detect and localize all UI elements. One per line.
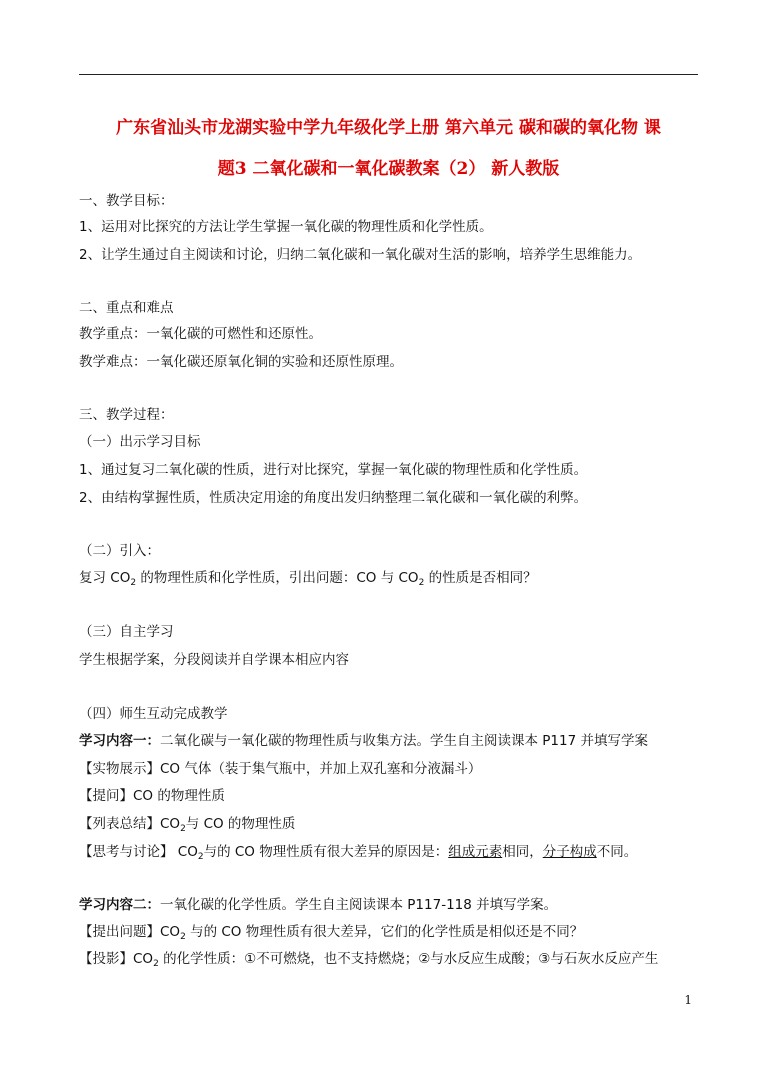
goal-1: 1、通过复习二氧化碳的性质，进行对比探究，掌握一氧化碳的物理性质和化学性质。 (79, 462, 588, 478)
document-title-line-1: 广东省汕头市龙湖实验中学九年级化学上册 第六单元 碳和碳的氧化物 课 (116, 118, 661, 138)
self-study-text: 学生根据学案，分段阅读并自学课本相应内容 (79, 652, 349, 668)
difficult-point: 教学难点：一氧化碳还原氧化铜的实验和还原性原理。 (79, 354, 403, 370)
key-point: 教学重点：一氧化碳的可燃性和还原性。 (79, 326, 322, 342)
header-rule (79, 74, 698, 75)
part-3-heading: （三）自主学习 (79, 624, 174, 640)
page-number: 1 (684, 993, 692, 1007)
part-2-heading: （二）引入： (79, 543, 160, 559)
content-1-line-4: 【思考与讨论】 $CO_2$与的 CO 物理性质有很大差异的原因是：组成元素相同，分子构成不同。 (79, 844, 638, 862)
content-1-intro: 学习内容一：二氧化碳与一氧化碳的物理性质与收集方法。学生自主阅读课本 P117 并填写学案 (79, 733, 648, 749)
content-2-line-2: 【投影】$CO_2$ 的化学性质：①不可燃烧，也不支持燃烧；②与水反应生成酸；③与石灰水反应产生 (79, 951, 659, 969)
part-4-heading: （四）师生互动完成教学 (79, 706, 228, 722)
section-2-heading: 二、重点和难点 (79, 300, 174, 316)
intro-text: 复习 $CO_2$ 的物理性质和化学性质，引出问题：CO 与 $CO_2$ 的性质是否相同？ (79, 570, 537, 588)
goal-2: 2、由结构掌握性质，性质决定用途的角度出发归纳整理二氧化碳和一氧化碳的利弊。 (79, 490, 588, 506)
document-title-line-2: 题3 二氧化碳和一氧化碳教案（2） 新人教版 (217, 159, 560, 179)
section-1-heading: 一、教学目标： (79, 193, 174, 209)
objective-1: 1、运用对比探究的方法让学生掌握一氧化碳的物理性质和化学性质。 (79, 219, 493, 235)
content-1-line-2: 【提问】CO 的物理性质 (79, 788, 225, 804)
objective-2: 2、让学生通过自主阅读和讨论，归纳二氧化碳和一氧化碳对生活的影响，培养学生思维能力。 (79, 247, 642, 263)
content-1-line-3: 【列表总结】$CO_2$与 CO 的物理性质 (79, 816, 296, 834)
content-2-line-1: 【提出问题】$CO_2$ 与的 CO 物理性质有很大差异，它们的化学性质是相似还是不同？ (79, 924, 584, 942)
part-1-heading: （一）出示学习目标 (79, 434, 201, 450)
section-3-heading: 三、教学过程： (79, 407, 174, 423)
content-2-intro: 学习内容二：一氧化碳的化学性质。学生自主阅读课本 P117-118 并填写学案。 (79, 897, 558, 913)
content-1-line-1: 【实物展示】CO 气体（装于集气瓶中，并加上双孔塞和分液漏斗） (79, 761, 482, 777)
